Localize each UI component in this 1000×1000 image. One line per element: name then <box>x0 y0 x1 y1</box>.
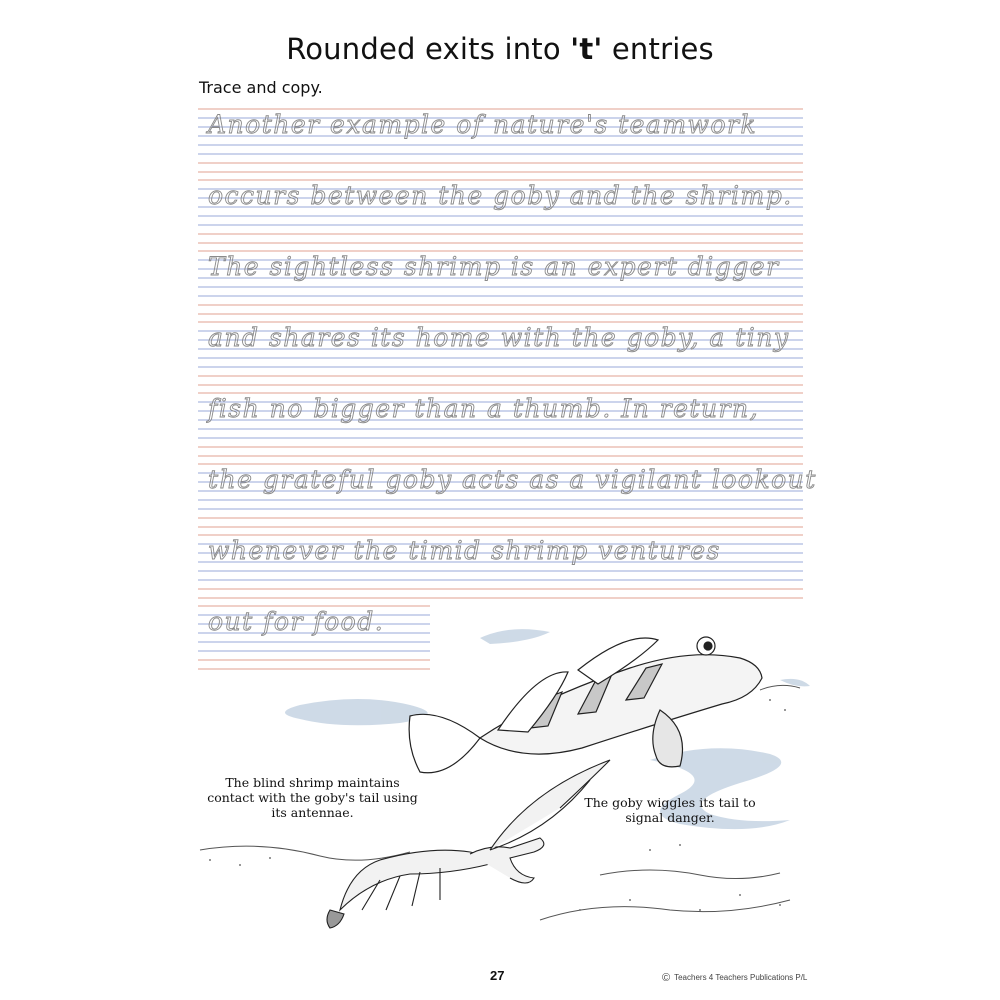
trace-line-7: whenever the timid shrimp ventures <box>208 536 721 565</box>
trace-line-5: fish no bigger than a thumb. In return, <box>208 394 760 423</box>
publisher-credit <box>662 972 807 984</box>
trace-line-4: and shares its home with the goby, a tiny <box>208 323 790 352</box>
instruction-text: Trace and copy. <box>199 78 323 97</box>
trace-line-3: The sightless shrimp is an expert digger <box>208 252 780 281</box>
title-part-2: entries <box>602 32 714 66</box>
trace-line-6: the grateful goby acts as a vigilant lookout <box>208 465 817 494</box>
trace-line-2: occurs between the goby and the shrimp. <box>208 181 793 210</box>
goby-caption: The goby wiggles its tail to signal danger. <box>584 795 756 825</box>
publisher-name: Teachers 4 Teachers Publications P/L <box>674 973 808 982</box>
title-letter: 't' <box>570 32 603 66</box>
trace-line-8: out for food. <box>208 607 385 636</box>
shrimp-caption: The blind shrimp maintains contact with the goby's tail using its antennae. <box>207 775 418 820</box>
trace-line-1: Another example of nature's teamwork <box>208 110 758 139</box>
copyright-icon: © <box>662 972 671 984</box>
page-number: 27 <box>490 968 505 983</box>
title-part-1: Rounded exits into <box>286 32 571 66</box>
